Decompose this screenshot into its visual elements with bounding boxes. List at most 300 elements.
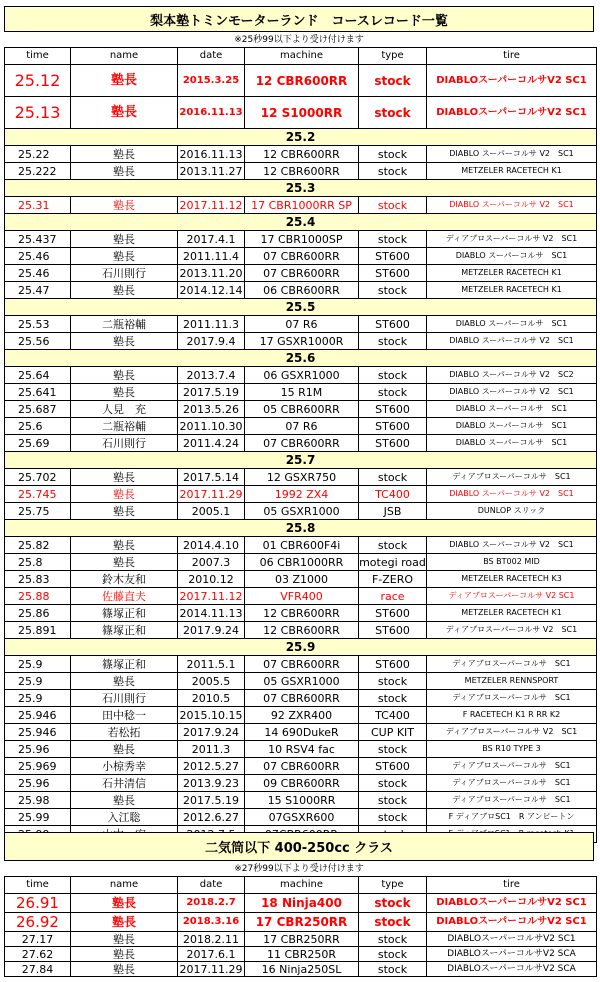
- name-cell: 塾長: [71, 894, 178, 913]
- name-cell: name: [71, 48, 178, 65]
- type-cell: stock: [359, 775, 427, 792]
- time-cell: 25.69: [5, 435, 71, 452]
- tire-cell: DIABLO スーパーコルサ SC1: [427, 401, 597, 418]
- machine-cell: 07 CBR600RR: [245, 435, 359, 452]
- date-cell: 2017.11.12: [178, 588, 245, 605]
- type-cell: stock: [359, 282, 427, 299]
- machine-cell: 12 CBR600RR: [245, 163, 359, 180]
- machine-cell: 17 GSXR1000R: [245, 333, 359, 350]
- tire-cell: DIABLO スーパーコルサ V2 SC1: [427, 384, 597, 401]
- tire-cell: METZELER RENNSPORT: [427, 673, 597, 690]
- type-cell: ST600: [359, 265, 427, 282]
- date-cell: 2017.5.14: [178, 469, 245, 486]
- date-cell: 2013.9.23: [178, 775, 245, 792]
- table-row: [5, 605, 597, 622]
- name-cell: 塾長: [71, 197, 178, 214]
- date-cell: 2013.11.20: [178, 265, 245, 282]
- date-cell: 2017.11.12: [178, 197, 245, 214]
- tire-cell: ディアブロスーパーコルサ V2 SC1: [427, 622, 597, 639]
- machine-cell: 12 CBR600RR: [245, 146, 359, 163]
- name-cell: 塾長: [71, 367, 178, 384]
- machine-cell: 12 S1000RR: [245, 97, 359, 129]
- date-cell: 2017.4.1: [178, 231, 245, 248]
- time-cell: 25.8: [5, 554, 71, 571]
- machine-cell: 18 Ninja400: [245, 894, 359, 913]
- tire-cell: tire: [427, 877, 597, 894]
- machine-cell: 11 CBR250R: [245, 947, 359, 962]
- time-cell: 27.62: [5, 947, 71, 962]
- date-cell: 2013.7.4: [178, 367, 245, 384]
- machine-cell: 12 CBR600RR: [245, 605, 359, 622]
- name-cell: 篠塚正和: [71, 656, 178, 673]
- type-cell: ST600: [359, 401, 427, 418]
- type-cell: stock: [359, 469, 427, 486]
- tire-cell: DUNLOP スリック: [427, 503, 597, 520]
- table-row: [5, 962, 597, 977]
- table-row: [5, 775, 597, 792]
- section-band: [5, 129, 597, 146]
- name-cell: 二瓶裕輔: [71, 316, 178, 333]
- table-row: [5, 265, 597, 282]
- name-cell: 塾長: [71, 913, 178, 932]
- type-cell: CUP KIT: [359, 724, 427, 741]
- tire-cell: ディアブロスーパーコルサ V2 SC1: [427, 724, 597, 741]
- machine-cell: 09 CBR600RR: [245, 775, 359, 792]
- date-cell: 2017.6.1: [178, 947, 245, 962]
- time-cell: 25.437: [5, 231, 71, 248]
- type-cell: ST600: [359, 758, 427, 775]
- table-row: [5, 947, 597, 962]
- type-cell: stock: [359, 932, 427, 947]
- section-band: [5, 452, 597, 469]
- time-cell: 25.31: [5, 197, 71, 214]
- date-cell: 2014.4.10: [178, 537, 245, 554]
- date-cell: 2014.12.14: [178, 282, 245, 299]
- tire-cell: DIABLOスーパーコルサV2 SC1: [427, 65, 597, 97]
- name-cell: 塾長: [71, 65, 178, 97]
- table2-title: 二気筒以下 400-250cc クラス: [4, 832, 594, 861]
- date-cell: date: [178, 877, 245, 894]
- time-cell: 25.53: [5, 316, 71, 333]
- type-cell: stock: [359, 962, 427, 977]
- table-row: [5, 809, 597, 826]
- type-cell: TC400: [359, 707, 427, 724]
- name-cell: 塾長: [71, 248, 178, 265]
- type-cell: stock: [359, 231, 427, 248]
- machine-cell: 1992 ZX4: [245, 486, 359, 503]
- tire-cell: DIABLO スーパーコルサ V2 SC1: [427, 486, 597, 503]
- date-cell: 2012.6.27: [178, 809, 245, 826]
- section-label: 25.6: [5, 350, 597, 367]
- date-cell: 2011.11.4: [178, 248, 245, 265]
- type-cell: type: [359, 877, 427, 894]
- table-row: [5, 401, 597, 418]
- name-cell: 篠塚正和: [71, 605, 178, 622]
- section-label: 25.7: [5, 452, 597, 469]
- type-cell: stock: [359, 741, 427, 758]
- type-cell: stock: [359, 333, 427, 350]
- tire-cell: ディアブロスーパーコルサ V2 SC1: [427, 588, 597, 605]
- table-row: [5, 248, 597, 265]
- machine-cell: 07 CBR600RR: [245, 248, 359, 265]
- type-cell: stock: [359, 947, 427, 962]
- record-row: [5, 97, 597, 129]
- machine-cell: 17 CBR1000SP: [245, 231, 359, 248]
- time-cell: 25.969: [5, 758, 71, 775]
- type-cell: ST600: [359, 605, 427, 622]
- machine-cell: 05 GSXR1000: [245, 503, 359, 520]
- table-row: [5, 435, 597, 452]
- table-row: [5, 146, 597, 163]
- machine-cell: 06 CBR600RR: [245, 282, 359, 299]
- tire-cell: DIABLO スーパーコルサ SC1: [427, 248, 597, 265]
- date-cell: 2016.11.13: [178, 97, 245, 129]
- tire-cell: ディアブロスーパーコルサ SC1: [427, 690, 597, 707]
- table-row: [5, 486, 597, 503]
- date-cell: 2017.9.24: [178, 724, 245, 741]
- date-cell: 2017.5.19: [178, 792, 245, 809]
- section-band: [5, 180, 597, 197]
- name-cell: 塾長: [71, 554, 178, 571]
- date-cell: 2018.3.16: [178, 913, 245, 932]
- section-label: 25.5: [5, 299, 597, 316]
- type-cell: stock: [359, 367, 427, 384]
- machine-cell: 17 CBR1000RR SP: [245, 197, 359, 214]
- name-cell: 塾長: [71, 932, 178, 947]
- table-row: [5, 741, 597, 758]
- date-cell: 2007.3: [178, 554, 245, 571]
- table-row: [5, 537, 597, 554]
- name-cell: 塾長: [71, 163, 178, 180]
- tire-cell: DIABLOスーパーコルサV2 SCA: [427, 947, 597, 962]
- name-cell: 塾長: [71, 537, 178, 554]
- tire-cell: DIABLO スーパーコルサ SC1: [427, 435, 597, 452]
- table-row: [5, 384, 597, 401]
- time-cell: 25.641: [5, 384, 71, 401]
- date-cell: 2015.3.25: [178, 65, 245, 97]
- time-cell: 25.946: [5, 724, 71, 741]
- type-cell: stock: [359, 146, 427, 163]
- machine-cell: machine: [245, 877, 359, 894]
- type-cell: ST600: [359, 418, 427, 435]
- date-cell: 2011.5.1: [178, 656, 245, 673]
- machine-cell: machine: [245, 48, 359, 65]
- header-row: [5, 48, 597, 65]
- table-row: [5, 571, 597, 588]
- name-cell: 塾長: [71, 282, 178, 299]
- table1: [4, 47, 597, 843]
- tire-cell: DIABLOスーパーコルサV2 SC1: [427, 913, 597, 932]
- table-row: [5, 932, 597, 947]
- machine-cell: 06 GSXR1000: [245, 367, 359, 384]
- name-cell: 塾長: [71, 384, 178, 401]
- date-cell: 2018.2.7: [178, 894, 245, 913]
- type-cell: TC400: [359, 486, 427, 503]
- tire-cell: F RACETECH K1 R RR K2: [427, 707, 597, 724]
- date-cell: 2010.12: [178, 571, 245, 588]
- time-cell: 25.96: [5, 741, 71, 758]
- machine-cell: 07 R6: [245, 418, 359, 435]
- tire-cell: DIABLO スーパーコルサ V2 SC1: [427, 333, 597, 350]
- table-row: [5, 673, 597, 690]
- tire-cell: METZELER RACETECH K1: [427, 282, 597, 299]
- type-cell: ST600: [359, 316, 427, 333]
- machine-cell: 10 RSV4 fac: [245, 741, 359, 758]
- machine-cell: 06 CBR1000RR: [245, 554, 359, 571]
- date-cell: 2017.9.4: [178, 333, 245, 350]
- date-cell: 2013.11.27: [178, 163, 245, 180]
- table-row: [5, 197, 597, 214]
- type-cell: JSB: [359, 503, 427, 520]
- date-cell: 2011.10.30: [178, 418, 245, 435]
- time-cell: 25.13: [5, 97, 71, 129]
- table-row: [5, 622, 597, 639]
- type-cell: stock: [359, 197, 427, 214]
- tire-cell: BS R10 TYPE 3: [427, 741, 597, 758]
- time-cell: 25.88: [5, 588, 71, 605]
- name-cell: 人見 充: [71, 401, 178, 418]
- name-cell: 塾長: [71, 333, 178, 350]
- name-cell: 篠塚正和: [71, 622, 178, 639]
- machine-cell: 07 CBR600RR: [245, 265, 359, 282]
- table-row: [5, 758, 597, 775]
- record-row: [5, 65, 597, 97]
- record-row: [5, 913, 597, 932]
- time-cell: 25.9: [5, 656, 71, 673]
- table-row: [5, 316, 597, 333]
- name-cell: 佐藤直夫: [71, 588, 178, 605]
- date-cell: 2012.5.27: [178, 758, 245, 775]
- type-cell: ST600: [359, 435, 427, 452]
- name-cell: 塾長: [71, 947, 178, 962]
- name-cell: name: [71, 877, 178, 894]
- date-cell: 2017.11.29: [178, 486, 245, 503]
- time-cell: 26.91: [5, 894, 71, 913]
- table-row: [5, 554, 597, 571]
- date-cell: 2017.11.29: [178, 962, 245, 977]
- time-cell: 25.222: [5, 163, 71, 180]
- machine-cell: 07GSXR600: [245, 809, 359, 826]
- tire-cell: ディアブロスーパーコルサ SC1: [427, 656, 597, 673]
- name-cell: 塾長: [71, 792, 178, 809]
- name-cell: 塾長: [71, 146, 178, 163]
- tire-cell: ディアブロスーパーコルサ SC1: [427, 758, 597, 775]
- machine-cell: 17 CBR250RR: [245, 913, 359, 932]
- tire-cell: METZELER RACETECH K1: [427, 163, 597, 180]
- time-cell: 27.17: [5, 932, 71, 947]
- time-cell: 25.98: [5, 792, 71, 809]
- type-cell: stock: [359, 792, 427, 809]
- name-cell: 塾長: [71, 503, 178, 520]
- time-cell: 25.687: [5, 401, 71, 418]
- date-cell: 2005.5: [178, 673, 245, 690]
- tire-cell: tire: [427, 48, 597, 65]
- date-cell: 2016.11.13: [178, 146, 245, 163]
- machine-cell: 12 CBR600RR: [245, 65, 359, 97]
- machine-cell: 05 GSXR1000: [245, 673, 359, 690]
- type-cell: ST600: [359, 248, 427, 265]
- table-row: [5, 588, 597, 605]
- table-row: [5, 231, 597, 248]
- tire-cell: DIABLO スーパーコルサ V2 SC1: [427, 146, 597, 163]
- time-cell: 25.946: [5, 707, 71, 724]
- section-label: 25.2: [5, 129, 597, 146]
- tire-cell: DIABLO スーパーコルサ SC1: [427, 418, 597, 435]
- date-cell: 2010.5: [178, 690, 245, 707]
- time-cell: 25.75: [5, 503, 71, 520]
- tire-cell: METZELER RACETECH K1: [427, 265, 597, 282]
- table1-title: 梨本塾トミンモーターランド コースレコード一覧: [4, 6, 594, 32]
- type-cell: stock: [359, 809, 427, 826]
- table-row: [5, 656, 597, 673]
- machine-cell: 12 GSXR750: [245, 469, 359, 486]
- name-cell: 二瓶裕輔: [71, 418, 178, 435]
- time-cell: 26.92: [5, 913, 71, 932]
- time-cell: 27.84: [5, 962, 71, 977]
- time-cell: 25.9: [5, 690, 71, 707]
- time-cell: 25.82: [5, 537, 71, 554]
- tire-cell: METZELER RACETECH K3: [427, 571, 597, 588]
- type-cell: ST600: [359, 656, 427, 673]
- table-row: [5, 367, 597, 384]
- time-cell: 25.6: [5, 418, 71, 435]
- tire-cell: F ディアブロSC1 R アンピートン: [427, 809, 597, 826]
- time-cell: 25.46: [5, 265, 71, 282]
- type-cell: stock: [359, 690, 427, 707]
- time-cell: 25.745: [5, 486, 71, 503]
- time-cell: 25.64: [5, 367, 71, 384]
- name-cell: 石川則行: [71, 435, 178, 452]
- section-label: 25.4: [5, 214, 597, 231]
- machine-cell: 01 CBR600F4i: [245, 537, 359, 554]
- date-cell: 2017.5.19: [178, 384, 245, 401]
- machine-cell: VFR400: [245, 588, 359, 605]
- table2-note: ※27秒99以下より受け付けます: [234, 864, 364, 874]
- table-row: [5, 282, 597, 299]
- time-cell: 25.99: [5, 809, 71, 826]
- type-cell: F-ZERO: [359, 571, 427, 588]
- table-row: [5, 469, 597, 486]
- tire-cell: DIABLO スーパーコルサ V2 SC1: [427, 537, 597, 554]
- section-band: [5, 520, 597, 537]
- tire-cell: DIABLOスーパーコルサV2 SC1: [427, 932, 597, 947]
- type-cell: stock: [359, 894, 427, 913]
- time-cell: 25.22: [5, 146, 71, 163]
- section-label: 25.8: [5, 520, 597, 537]
- machine-cell: 15 S1000RR: [245, 792, 359, 809]
- name-cell: 塾長: [71, 97, 178, 129]
- type-cell: stock: [359, 673, 427, 690]
- section-band: [5, 350, 597, 367]
- name-cell: 石井清信: [71, 775, 178, 792]
- table2: [4, 876, 597, 977]
- machine-cell: 17 CBR250RR: [245, 932, 359, 947]
- table-row: [5, 707, 597, 724]
- machine-cell: 07 CBR600RR: [245, 656, 359, 673]
- section-label: 25.3: [5, 180, 597, 197]
- name-cell: 小椋秀幸: [71, 758, 178, 775]
- tire-cell: ディアブロスーパーコルサ SC1: [427, 775, 597, 792]
- name-cell: 塾長: [71, 469, 178, 486]
- date-cell: 2005.1: [178, 503, 245, 520]
- table-row: [5, 333, 597, 350]
- name-cell: 塾長: [71, 231, 178, 248]
- type-cell: motegi road: [359, 555, 426, 569]
- time-cell: 25.12: [5, 65, 71, 97]
- machine-cell: 05 CBR600RR: [245, 401, 359, 418]
- table-row: [5, 792, 597, 809]
- name-cell: 塾長: [71, 741, 178, 758]
- type-cell: stock: [359, 97, 427, 129]
- tire-cell: METZELER RACETECH K1: [427, 605, 597, 622]
- machine-cell: 14 690DukeR: [245, 724, 359, 741]
- tire-cell: BS BT002 MID: [427, 554, 597, 571]
- name-cell: 石川則行: [71, 265, 178, 282]
- time-cell: 25.47: [5, 282, 71, 299]
- record-row: [5, 894, 597, 913]
- time-cell: 25.702: [5, 469, 71, 486]
- time-cell: time: [5, 877, 71, 894]
- machine-cell: 07 CBR600RR: [245, 690, 359, 707]
- tire-cell: DIABLO スーパーコルサ V2 SC2: [427, 367, 597, 384]
- time-cell: 25.46: [5, 248, 71, 265]
- tire-cell: DIABLO スーパーコルサ V2 SC1: [427, 197, 597, 214]
- type-cell: ST600: [359, 622, 427, 639]
- time-cell: 25.9: [5, 673, 71, 690]
- table-row: [5, 690, 597, 707]
- table-row: [5, 418, 597, 435]
- date-cell: 2011.3: [178, 741, 245, 758]
- section-label: 25.9: [5, 639, 597, 656]
- header-row: [5, 877, 597, 894]
- time-cell: 25.56: [5, 333, 71, 350]
- time-cell: 25.891: [5, 622, 71, 639]
- section-band: [5, 299, 597, 316]
- date-cell: 2015.10.15: [178, 707, 245, 724]
- name-cell: 鈴木友和: [71, 571, 178, 588]
- type-cell: stock: [359, 163, 427, 180]
- machine-cell: 15 R1M: [245, 384, 359, 401]
- date-cell: 2018.2.11: [178, 932, 245, 947]
- name-cell: 塾長: [71, 486, 178, 503]
- type-cell: stock: [359, 65, 427, 97]
- tire-cell: ディアブロスーパーコルサ SC1: [427, 792, 597, 809]
- section-band: [5, 639, 597, 656]
- tire-cell: ディアブロスーパーコルサ SC1: [427, 469, 597, 486]
- table-row: [5, 163, 597, 180]
- machine-cell: 12 CBR600RR: [245, 622, 359, 639]
- name-cell: 塾長: [71, 673, 178, 690]
- name-cell: 塾長: [71, 962, 178, 977]
- time-cell: 25.96: [5, 775, 71, 792]
- machine-cell: 03 Z1000: [245, 571, 359, 588]
- table1-note: ※25秒99以下より受け付けます: [234, 35, 364, 45]
- date-cell: 2014.11.13: [178, 605, 245, 622]
- type-cell: stock: [359, 537, 427, 554]
- type-cell: type: [359, 48, 427, 65]
- tire-cell: DIABLO スーパーコルサ SC1: [427, 316, 597, 333]
- type-cell: stock: [359, 913, 427, 932]
- machine-cell: 07 CBR600RR: [245, 758, 359, 775]
- date-cell: 2011.11.3: [178, 316, 245, 333]
- table-row: [5, 503, 597, 520]
- time-cell: 25.83: [5, 571, 71, 588]
- date-cell: date: [178, 48, 245, 65]
- type-cell: race: [359, 588, 427, 605]
- table-row: [5, 724, 597, 741]
- machine-cell: 92 ZXR400: [245, 707, 359, 724]
- name-cell: 田中稔一: [71, 707, 178, 724]
